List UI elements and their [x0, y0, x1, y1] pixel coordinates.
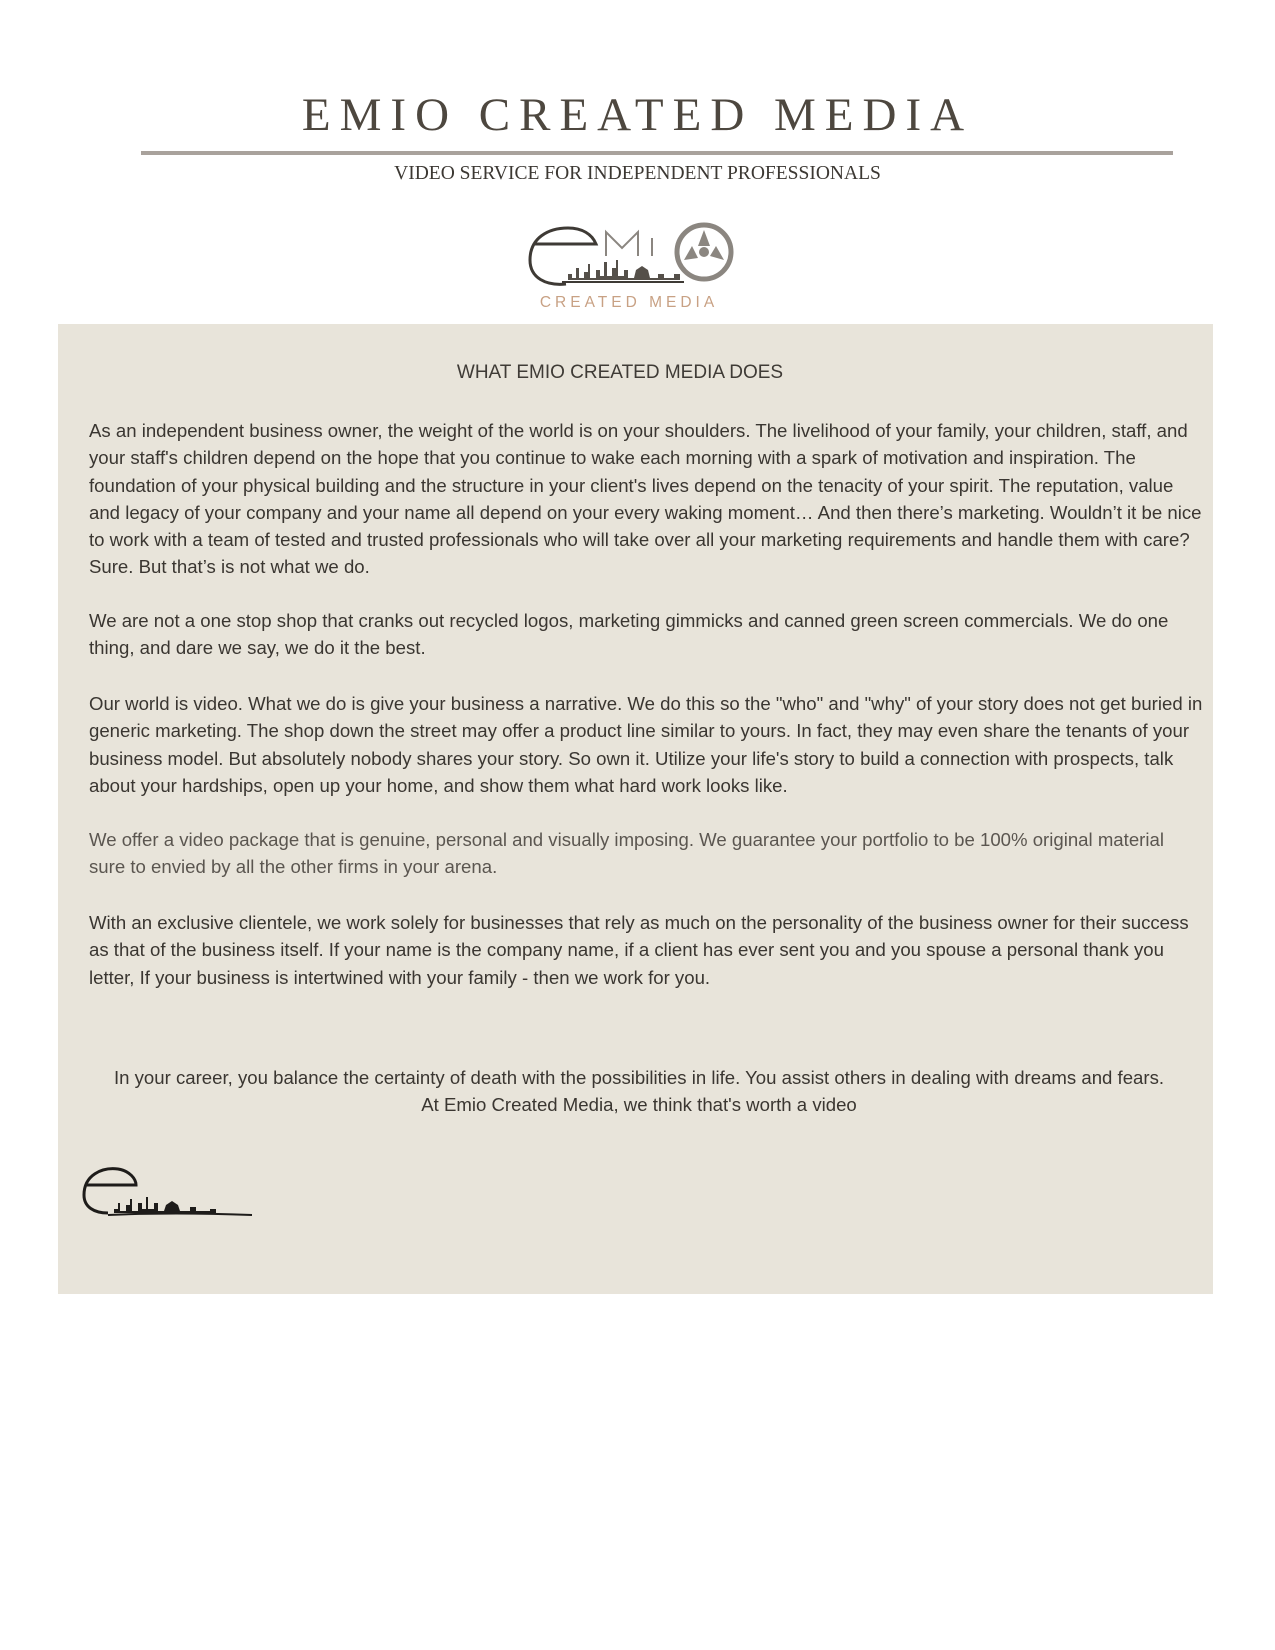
closing-line: At Emio Created Media, we think that's worth a video [421, 1094, 857, 1116]
title-divider [141, 151, 1173, 155]
panel-heading: WHAT EMIO CREATED MEDIA DOES [456, 362, 784, 383]
body-paragraph: With an exclusive clientele, we work solely for businesses that rely as much on the personality of the business owner for their success as that of the business itself. If your name is the company name, if a client has ever sent you and you spouse a personal thank you letter, If your business is intertwined with your family - then we work for you. [89, 912, 1189, 988]
body-paragraph: We are not a one stop shop that cranks out recycled logos, marketing gimmicks and canned green screen commercials. We do one thing, and dare we say, we do it the best. [89, 610, 1169, 659]
body-paragraph: We offer a video package that is genuine, personal and visually imposing. We guarantee your portfolio to be 100% original material sure to envied by all the other firms in your arena. [89, 829, 1164, 878]
logo-caption: CREATED MEDIA [539, 294, 719, 311]
body-paragraph: Our world is video. What we do is give your business a narrative. We do this so the "who" and "why" of your story does not get buried in generic marketing. The shop down the street may offer a product line similar to yours. In fact, they may even share the tenants of your business model. But absolutely nobody shares your story. So own it. Utilize your life's story to build a connection with prospects, talk about your hardships, open up your home, and show them what hard work looks like. [89, 693, 1203, 796]
body-paragraph: As an independent business owner, the weight of the world is on your shoulders. The livelihood of your family, your children, staff, and your staff's children depend on the hope that you continue to wake each morning with a spark of motivation and inspiration. The foundation of your physical building and the structure in your client's lives depend on the tenacity of your spirit. The reputation, value and legacy of your company and your name all depend on your every waking moment… And then there’s marketing. Wouldn’t it be nice to work with a team of tested and trusted professionals who will take over all your marketing requirements and handle them with care? Sure. But that’s is not what we do. [89, 420, 1202, 578]
closing-statement [89, 1064, 1189, 1119]
closing-line: In your career, you balance the certainty of death with the possibilities in life. You assist others in dealing with dreams and fears. [113, 1067, 1165, 1088]
page-subtitle: VIDEO SERVICE FOR INDEPENDENT PROFESSIONALS [394, 163, 881, 184]
page-title: EMIO CREATED MEDIA [301, 89, 974, 141]
emio-skyline-icon [80, 1163, 256, 1223]
